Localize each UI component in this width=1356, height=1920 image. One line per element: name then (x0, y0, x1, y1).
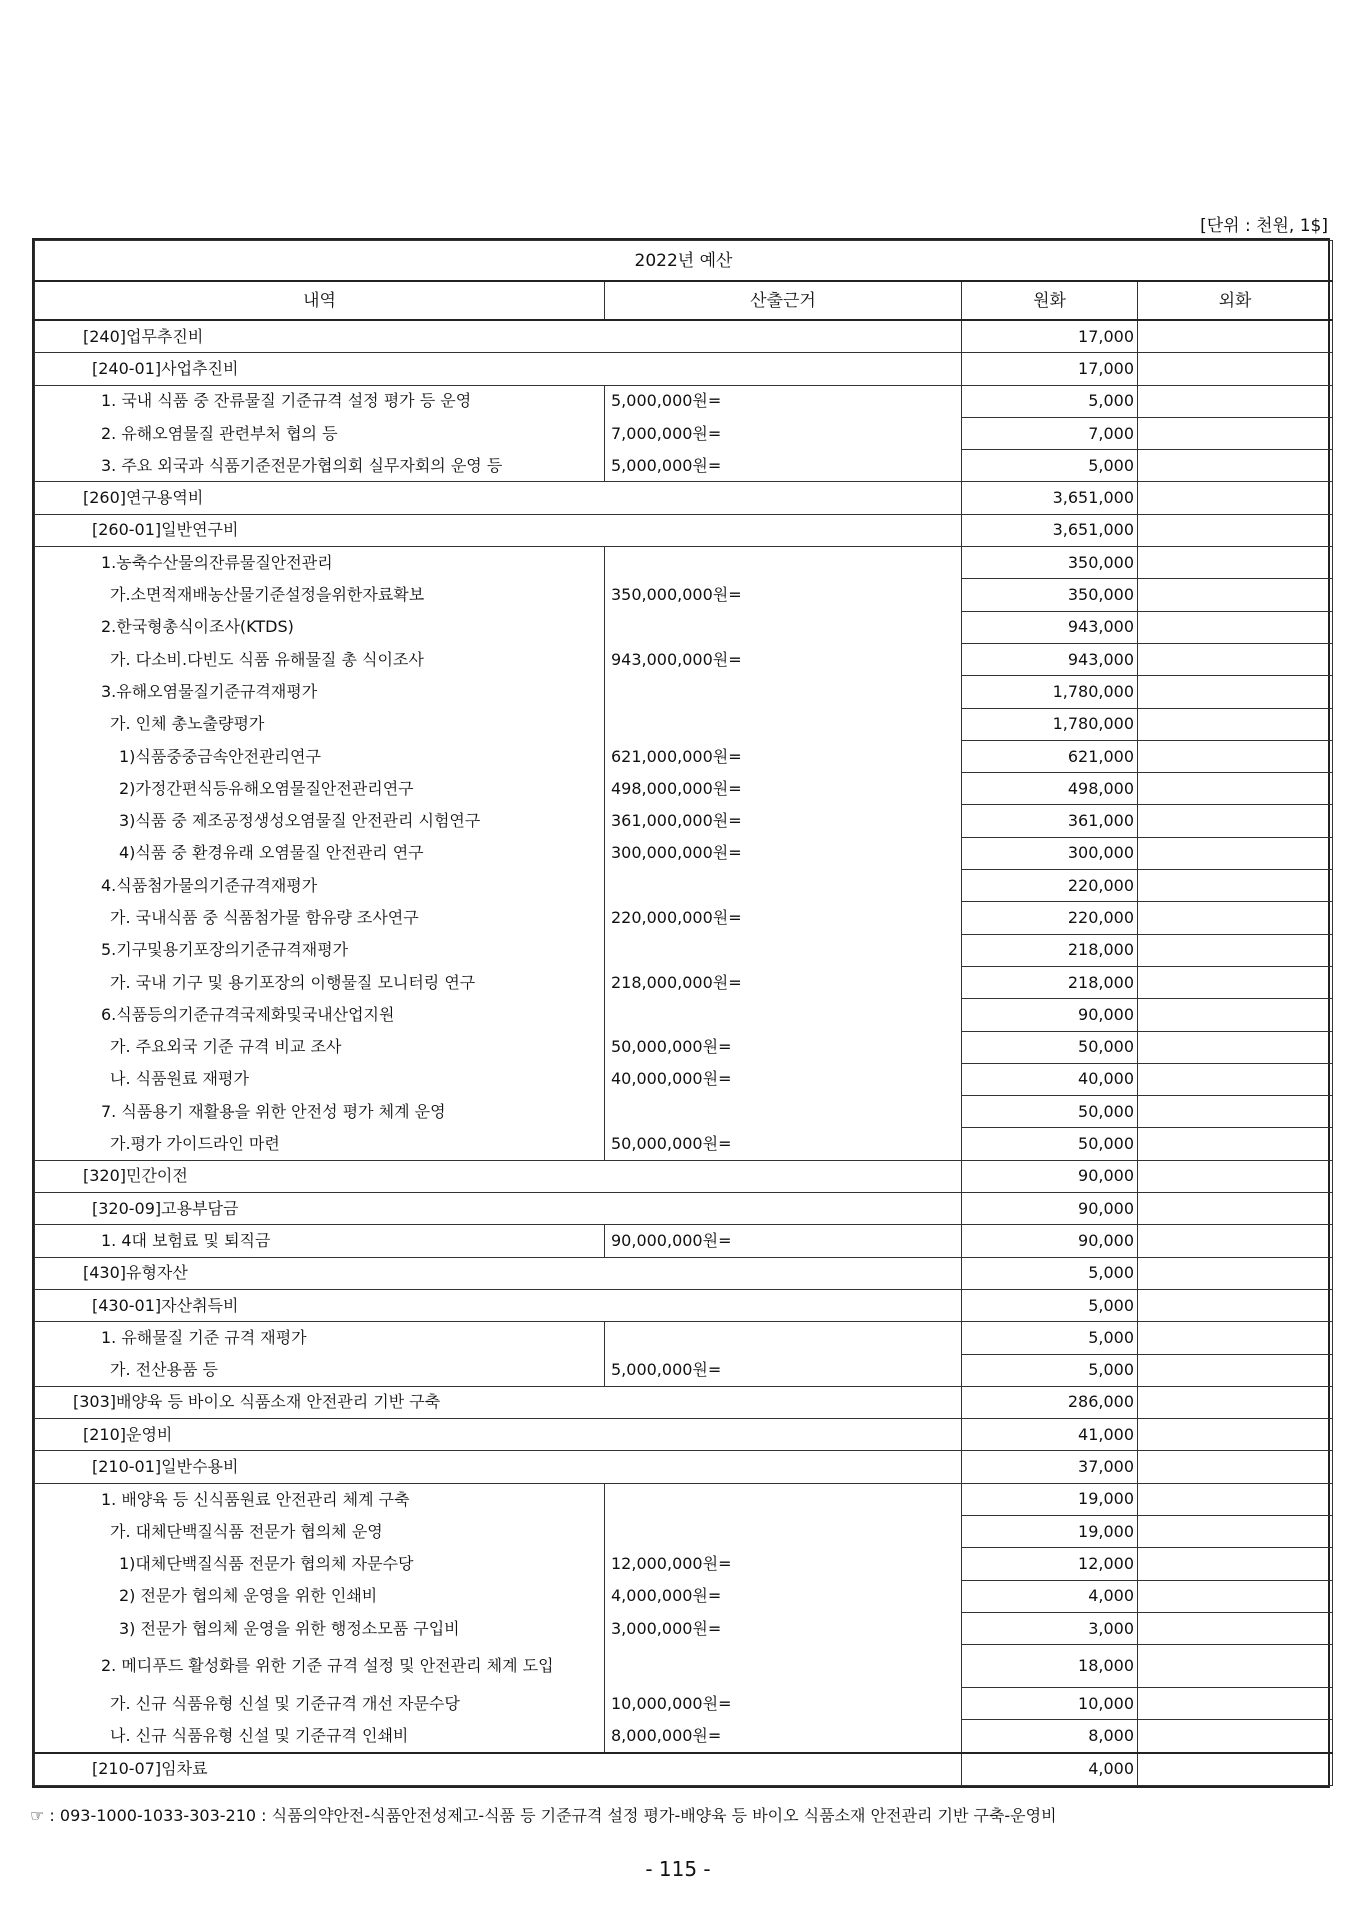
row-item: 1.농축수산물의잔류물질안전관리 (35, 547, 605, 579)
row-krw: 218,000 (962, 966, 1138, 998)
row-krw: 90,000 (962, 1193, 1138, 1225)
row-item: 2.한국형총식이조사(KTDS) (35, 611, 605, 643)
row-foreign (1138, 1580, 1333, 1612)
row-foreign (1138, 320, 1333, 353)
table-row (35, 805, 1333, 837)
row-basis: 218,000,000원= (605, 966, 962, 998)
row-krw: 350,000 (962, 579, 1138, 611)
row-item: 6.식품등의기준규격국제화및국내산업지원 (35, 999, 605, 1031)
row-krw: 5,000 (962, 385, 1138, 417)
row-foreign (1138, 870, 1333, 902)
table-row (35, 999, 1333, 1031)
row-foreign (1138, 1645, 1333, 1688)
row-foreign (1138, 805, 1333, 837)
page-number: - 115 - (645, 1857, 711, 1881)
row-krw: 19,000 (962, 1483, 1138, 1515)
row-basis (605, 611, 962, 643)
row-basis: 40,000,000원= (605, 1063, 962, 1095)
table-row (35, 1354, 1333, 1386)
row-foreign (1138, 1612, 1333, 1644)
row-item: 가. 신규 식품유형 신설 및 기준규격 개선 자문수당 (35, 1688, 605, 1720)
row-krw: 220,000 (962, 870, 1138, 902)
row-foreign (1138, 1548, 1333, 1580)
table-row (35, 385, 1333, 417)
row-foreign (1138, 1128, 1333, 1160)
row-basis (605, 1096, 962, 1128)
row-item: 5.기구및용기포장의기준규격재평가 (35, 934, 605, 966)
row-krw: 50,000 (962, 1096, 1138, 1128)
table-row (35, 740, 1333, 772)
row-item: 1. 유해물질 기준 규격 재평가 (35, 1322, 605, 1354)
row-foreign (1138, 966, 1333, 998)
table-row (35, 934, 1333, 966)
row-foreign (1138, 1451, 1333, 1483)
row-foreign (1138, 547, 1333, 579)
row-krw: 220,000 (962, 902, 1138, 934)
row-basis: 361,000,000원= (605, 805, 962, 837)
row-foreign (1138, 773, 1333, 805)
row-foreign (1138, 1354, 1333, 1386)
row-basis (605, 1322, 962, 1354)
row-foreign (1138, 1257, 1333, 1289)
row-basis: 5,000,000원= (605, 450, 962, 482)
row-krw: 5,000 (962, 450, 1138, 482)
row-item: [320-09]고용부담금 (35, 1193, 962, 1225)
row-item: [210]운영비 (35, 1419, 962, 1451)
row-krw: 361,000 (962, 805, 1138, 837)
row-krw: 943,000 (962, 611, 1138, 643)
row-item: 나. 신규 식품유형 신설 및 기준규격 인쇄비 (35, 1720, 605, 1753)
row-item: [210-07]임차료 (35, 1753, 962, 1786)
table-row (35, 1645, 1333, 1688)
table-row (35, 1419, 1333, 1451)
table-row (35, 708, 1333, 740)
row-krw: 19,000 (962, 1515, 1138, 1547)
row-item: 가.평가 가이드라인 마련 (35, 1128, 605, 1160)
row-item: 가. 전산용품 등 (35, 1354, 605, 1386)
row-item: 3. 주요 외국과 식품기준전문가협의회 실무자회의 운영 등 (35, 450, 605, 482)
table-row (35, 1580, 1333, 1612)
row-item: 3)식품 중 제조공정생성오염물질 안전관리 시험연구 (35, 805, 605, 837)
row-item: 4.식품첨가물의기준규격재평가 (35, 870, 605, 902)
row-krw: 50,000 (962, 1128, 1138, 1160)
row-foreign (1138, 1063, 1333, 1095)
row-basis: 350,000,000원= (605, 579, 962, 611)
row-basis (605, 1645, 962, 1688)
row-foreign (1138, 611, 1333, 643)
row-krw: 7,000 (962, 417, 1138, 449)
row-foreign (1138, 1688, 1333, 1720)
row-krw: 17,000 (962, 353, 1138, 385)
table-row (35, 1753, 1333, 1786)
row-foreign (1138, 1515, 1333, 1547)
row-foreign (1138, 1193, 1333, 1225)
row-item: 3) 전문가 협의체 운영을 위한 행정소모품 구입비 (35, 1612, 605, 1644)
row-foreign (1138, 1483, 1333, 1515)
row-item: 2)가정간편식등유해오염물질안전관리연구 (35, 773, 605, 805)
row-basis: 3,000,000원= (605, 1612, 962, 1644)
row-basis: 220,000,000원= (605, 902, 962, 934)
row-basis: 7,000,000원= (605, 417, 962, 449)
row-basis (605, 1515, 962, 1547)
row-foreign (1138, 417, 1333, 449)
row-foreign (1138, 676, 1333, 708)
table-title: 2022년 예산 (35, 241, 1333, 282)
row-basis: 4,000,000원= (605, 1580, 962, 1612)
row-foreign (1138, 353, 1333, 385)
row-basis: 10,000,000원= (605, 1688, 962, 1720)
header-item: 내역 (35, 281, 605, 320)
row-krw: 3,000 (962, 1612, 1138, 1644)
row-item: [240-01]사업추진비 (35, 353, 962, 385)
row-foreign (1138, 708, 1333, 740)
row-krw: 4,000 (962, 1580, 1138, 1612)
row-krw: 1,780,000 (962, 676, 1138, 708)
row-basis: 300,000,000원= (605, 837, 962, 869)
table-row (35, 1225, 1333, 1257)
table-row (35, 1483, 1333, 1515)
row-basis (605, 676, 962, 708)
row-krw: 498,000 (962, 773, 1138, 805)
table-row (35, 1322, 1333, 1354)
row-item: [430-01]자산취득비 (35, 1289, 962, 1321)
row-krw: 3,651,000 (962, 482, 1138, 514)
row-krw: 286,000 (962, 1386, 1138, 1418)
row-foreign (1138, 1720, 1333, 1753)
row-item: 1. 4대 보험료 및 퇴직금 (35, 1225, 605, 1257)
row-item: 가.소면적재배농산물기준설정을위한자료확보 (35, 579, 605, 611)
row-foreign (1138, 1322, 1333, 1354)
row-krw: 50,000 (962, 1031, 1138, 1063)
row-foreign (1138, 999, 1333, 1031)
row-basis (605, 547, 962, 579)
table-row (35, 1451, 1333, 1483)
row-foreign (1138, 1160, 1333, 1192)
row-foreign (1138, 902, 1333, 934)
row-basis: 50,000,000원= (605, 1128, 962, 1160)
row-item: 1. 배양육 등 신식품원료 안전관리 체계 구축 (35, 1483, 605, 1515)
row-item: [240]업무추진비 (35, 320, 962, 353)
table-row (35, 1720, 1333, 1753)
row-krw: 5,000 (962, 1354, 1138, 1386)
table-row (35, 611, 1333, 643)
row-item: 2. 유해오염물질 관련부처 협의 등 (35, 417, 605, 449)
table-row (35, 1548, 1333, 1580)
row-item: 4)식품 중 환경유래 오염물질 안전관리 연구 (35, 837, 605, 869)
row-krw: 4,000 (962, 1753, 1138, 1786)
table-row (35, 1160, 1333, 1192)
table-row (35, 417, 1333, 449)
budget-rows (35, 320, 1333, 1786)
row-krw: 12,000 (962, 1548, 1138, 1580)
header-foreign: 외화 (1138, 281, 1333, 320)
row-item: 1. 국내 식품 중 잔류물질 기준규격 설정 평가 등 운영 (35, 385, 605, 417)
table-row (35, 902, 1333, 934)
table-row (35, 870, 1333, 902)
table-row (35, 353, 1333, 385)
row-item: [430]유형자산 (35, 1257, 962, 1289)
table-row (35, 1257, 1333, 1289)
row-basis: 90,000,000원= (605, 1225, 962, 1257)
row-foreign (1138, 1419, 1333, 1451)
table-row (35, 1031, 1333, 1063)
row-foreign (1138, 450, 1333, 482)
table-row (35, 837, 1333, 869)
row-item: 가. 인체 총노출량평가 (35, 708, 605, 740)
row-basis: 621,000,000원= (605, 740, 962, 772)
row-basis (605, 934, 962, 966)
row-krw: 218,000 (962, 934, 1138, 966)
budget-table (34, 240, 1333, 1786)
row-basis (605, 708, 962, 740)
header-basis: 산출근거 (605, 281, 962, 320)
table-row (35, 1688, 1333, 1720)
row-krw: 350,000 (962, 547, 1138, 579)
row-basis: 5,000,000원= (605, 385, 962, 417)
table-row (35, 1386, 1333, 1418)
row-item: [210-01]일반수용비 (35, 1451, 962, 1483)
table-row (35, 1128, 1333, 1160)
row-krw: 90,000 (962, 999, 1138, 1031)
row-item: 1)식품중중금속안전관리연구 (35, 740, 605, 772)
table-row (35, 482, 1333, 514)
table-row (35, 514, 1333, 546)
row-item: 2) 전문가 협의체 운영을 위한 인쇄비 (35, 1580, 605, 1612)
table-row (35, 547, 1333, 579)
table-row (35, 320, 1333, 353)
row-krw: 37,000 (962, 1451, 1138, 1483)
row-krw: 40,000 (962, 1063, 1138, 1095)
table-row (35, 676, 1333, 708)
row-krw: 300,000 (962, 837, 1138, 869)
row-krw: 5,000 (962, 1289, 1138, 1321)
table-row (35, 966, 1333, 998)
row-foreign (1138, 643, 1333, 675)
row-item: 2. 메디푸드 활성화를 위한 기준 규격 설정 및 안전관리 체계 도입 (35, 1645, 605, 1688)
row-krw: 90,000 (962, 1160, 1138, 1192)
row-basis (605, 999, 962, 1031)
row-foreign (1138, 740, 1333, 772)
row-item: 가. 국내 기구 및 용기포장의 이행물질 모니터링 연구 (35, 966, 605, 998)
row-foreign (1138, 1289, 1333, 1321)
row-foreign (1138, 514, 1333, 546)
table-row (35, 1193, 1333, 1225)
row-krw: 90,000 (962, 1225, 1138, 1257)
row-item: 7. 식품용기 재활용을 위한 안전성 평가 체계 운영 (35, 1096, 605, 1128)
row-krw: 943,000 (962, 643, 1138, 675)
row-basis: 12,000,000원= (605, 1548, 962, 1580)
row-krw: 3,651,000 (962, 514, 1138, 546)
row-foreign (1138, 837, 1333, 869)
table-row (35, 773, 1333, 805)
row-item: 가. 국내식품 중 식품첨가물 함유량 조사연구 (35, 902, 605, 934)
row-krw: 41,000 (962, 1419, 1138, 1451)
row-item: 가. 다소비.다빈도 식품 유해물질 총 식이조사 (35, 643, 605, 675)
row-krw: 17,000 (962, 320, 1138, 353)
row-krw: 5,000 (962, 1257, 1138, 1289)
row-foreign (1138, 1753, 1333, 1786)
row-basis: 8,000,000원= (605, 1720, 962, 1753)
footnote: ☞ : 093-1000-1033-303-210 : 식품의약안전-식품안전성제고-식품 등 기준규격 설정 평가-배양육 등 바이오 식품소재 안전관리 기반 구축-운영비 (30, 1806, 1057, 1825)
table-row (35, 1096, 1333, 1128)
table-row (35, 1612, 1333, 1644)
table-row (35, 579, 1333, 611)
table-row (35, 1289, 1333, 1321)
row-item: [260-01]일반연구비 (35, 514, 962, 546)
row-krw: 621,000 (962, 740, 1138, 772)
table-row (35, 1063, 1333, 1095)
row-foreign (1138, 385, 1333, 417)
row-foreign (1138, 1386, 1333, 1418)
budget-table-frame (32, 238, 1330, 1788)
row-krw: 10,000 (962, 1688, 1138, 1720)
table-row (35, 1515, 1333, 1547)
row-basis: 498,000,000원= (605, 773, 962, 805)
row-krw: 8,000 (962, 1720, 1138, 1753)
row-krw: 1,780,000 (962, 708, 1138, 740)
table-row (35, 643, 1333, 675)
row-item: 가. 주요외국 기준 규격 비교 조사 (35, 1031, 605, 1063)
row-item: 나. 식품원료 재평가 (35, 1063, 605, 1095)
row-item: [320]민간이전 (35, 1160, 962, 1192)
row-basis: 50,000,000원= (605, 1031, 962, 1063)
row-foreign (1138, 1225, 1333, 1257)
row-foreign (1138, 579, 1333, 611)
row-foreign (1138, 934, 1333, 966)
row-krw: 5,000 (962, 1322, 1138, 1354)
row-basis: 5,000,000원= (605, 1354, 962, 1386)
unit-label: [단위 : 천원, 1$] (1200, 216, 1328, 236)
row-foreign (1138, 482, 1333, 514)
row-foreign (1138, 1031, 1333, 1063)
row-item: 3.유해오염물질기준규격재평가 (35, 676, 605, 708)
row-item: [260]연구용역비 (35, 482, 962, 514)
header-krw: 원화 (962, 281, 1138, 320)
row-basis (605, 1483, 962, 1515)
row-foreign (1138, 1096, 1333, 1128)
row-basis: 943,000,000원= (605, 643, 962, 675)
row-item: 1)대체단백질식품 전문가 협의체 자문수당 (35, 1548, 605, 1580)
row-item: [303]배양육 등 바이오 식품소재 안전관리 기반 구축 (35, 1386, 962, 1418)
row-item: 가. 대체단백질식품 전문가 협의체 운영 (35, 1515, 605, 1547)
row-basis (605, 870, 962, 902)
row-krw: 18,000 (962, 1645, 1138, 1688)
table-row (35, 450, 1333, 482)
